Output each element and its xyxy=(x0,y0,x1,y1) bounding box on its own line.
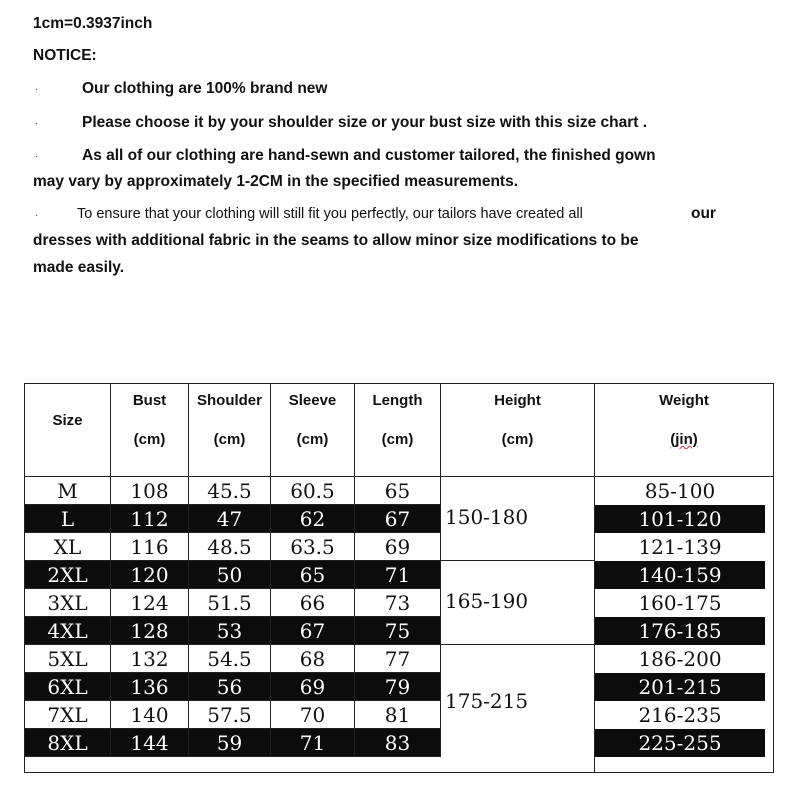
cell-sleeve: 70 xyxy=(271,701,355,729)
notice-item-handsewn-line2: may vary by approximately 1-2CM in the specified measurements. xyxy=(33,173,518,190)
cell-sleeve: 68 xyxy=(271,645,355,673)
bullet: · xyxy=(35,118,39,129)
cell-weight: 201-215 xyxy=(595,673,765,701)
notice-item-tailors-line1: To ensure that your clothing will still fit you perfectly, our tailors have created all xyxy=(77,206,583,222)
notice-item-tailors-line2: dresses with additional fabric in the seams to allow minor size modifications to be xyxy=(33,232,639,249)
table-row xyxy=(25,533,773,561)
cell-bust: 108 xyxy=(111,477,189,505)
notice-item-handsewn-line1: As all of our clothing are hand-sewn and customer tailored, the finished gown xyxy=(82,147,656,164)
table-row xyxy=(25,505,773,533)
cell-sleeve: 63.5 xyxy=(271,533,355,561)
cell-weight: 101-120 xyxy=(595,505,765,533)
cell-length: 69 xyxy=(355,533,441,561)
cell-shoulder: 53 xyxy=(189,617,271,645)
cell-sleeve: 71 xyxy=(271,729,355,757)
cell-length: 81 xyxy=(355,701,441,729)
header-weight: Weight (jin) xyxy=(659,392,709,448)
cell-size: 7XL xyxy=(25,701,111,729)
height-group-2: 165-190 xyxy=(441,561,595,645)
table-row xyxy=(25,729,773,757)
cell-shoulder: 45.5 xyxy=(189,477,271,505)
header-height: Height (cm) xyxy=(441,384,595,476)
cell-sleeve: 66 xyxy=(271,589,355,617)
cell-length: 67 xyxy=(355,505,441,533)
cell-weight: 85-100 xyxy=(644,479,716,503)
table-row xyxy=(25,673,773,701)
cell-length: 79 xyxy=(355,673,441,701)
header-length: Length (cm) xyxy=(355,384,441,476)
cell-shoulder: 50 xyxy=(189,561,271,589)
cell-size: L xyxy=(25,505,111,533)
cell-weight: 121-139 xyxy=(638,535,722,559)
cell-shoulder: 56 xyxy=(189,673,271,701)
bullet: · xyxy=(35,151,39,162)
cell-bust: 136 xyxy=(111,673,189,701)
cell-shoulder: 48.5 xyxy=(189,533,271,561)
cell-weight: 225-255 xyxy=(595,729,765,757)
header-size: Size xyxy=(25,384,111,476)
cell-weight: 186-200 xyxy=(638,647,722,671)
table-row xyxy=(25,617,773,645)
cell-length: 71 xyxy=(355,561,441,589)
table-header xyxy=(25,384,773,477)
cell-bust: 116 xyxy=(111,533,189,561)
cell-bust: 140 xyxy=(111,701,189,729)
cell-weight: 216-235 xyxy=(638,703,722,727)
cell-weight: 160-175 xyxy=(638,591,722,615)
cell-bust: 124 xyxy=(111,589,189,617)
cell-bust: 144 xyxy=(111,729,189,757)
cell-size: XL xyxy=(25,533,111,561)
header-shoulder: Shoulder (cm) xyxy=(189,384,271,476)
cell-size: M xyxy=(25,477,111,505)
cell-sleeve: 67 xyxy=(271,617,355,645)
table-row xyxy=(25,561,773,589)
notice-item-tailors-line3: made easily. xyxy=(33,259,125,276)
height-group-1: 150-180 xyxy=(441,477,595,561)
cell-size: 4XL xyxy=(25,617,111,645)
cell-length: 77 xyxy=(355,645,441,673)
cell-sleeve: 69 xyxy=(271,673,355,701)
cell-shoulder: 57.5 xyxy=(189,701,271,729)
cell-length: 75 xyxy=(355,617,441,645)
notice-item-tailors-line1-end: our xyxy=(691,205,716,222)
height-group-3: 175-215 xyxy=(441,645,595,772)
size-chart-table xyxy=(24,383,774,773)
cell-size: 8XL xyxy=(25,729,111,757)
cell-size: 2XL xyxy=(25,561,111,589)
cell-size: 3XL xyxy=(25,589,111,617)
cell-size: 5XL xyxy=(25,645,111,673)
bullet: · xyxy=(35,210,39,221)
cell-size: 6XL xyxy=(25,673,111,701)
table-row xyxy=(25,477,773,505)
cell-bust: 128 xyxy=(111,617,189,645)
bullet: · xyxy=(35,84,39,95)
table-row xyxy=(25,589,773,617)
cell-bust: 132 xyxy=(111,645,189,673)
cell-weight: 140-159 xyxy=(595,561,765,589)
cell-length: 73 xyxy=(355,589,441,617)
cell-sleeve: 60.5 xyxy=(271,477,355,505)
cell-sleeve: 62 xyxy=(271,505,355,533)
cell-length: 83 xyxy=(355,729,441,757)
unit-conversion: 1cm=0.3937inch xyxy=(33,15,153,32)
cell-sleeve: 65 xyxy=(271,561,355,589)
table-row xyxy=(25,701,773,729)
cell-bust: 120 xyxy=(111,561,189,589)
cell-length: 65 xyxy=(355,477,441,505)
cell-bust: 112 xyxy=(111,505,189,533)
notice-item-brand-new: Our clothing are 100% brand new xyxy=(82,80,328,97)
cell-shoulder: 51.5 xyxy=(189,589,271,617)
cell-shoulder: 59 xyxy=(189,729,271,757)
notice-title: NOTICE: xyxy=(33,47,97,64)
cell-shoulder: 47 xyxy=(189,505,271,533)
cell-shoulder: 54.5 xyxy=(189,645,271,673)
header-sleeve: Sleeve (cm) xyxy=(271,384,355,476)
cell-weight: 176-185 xyxy=(595,617,765,645)
notice-item-size-choice: Please choose it by your shoulder size or your bust size with this size chart . xyxy=(82,114,648,131)
header-bust: Bust (cm) xyxy=(111,384,189,476)
table-row xyxy=(25,645,773,673)
